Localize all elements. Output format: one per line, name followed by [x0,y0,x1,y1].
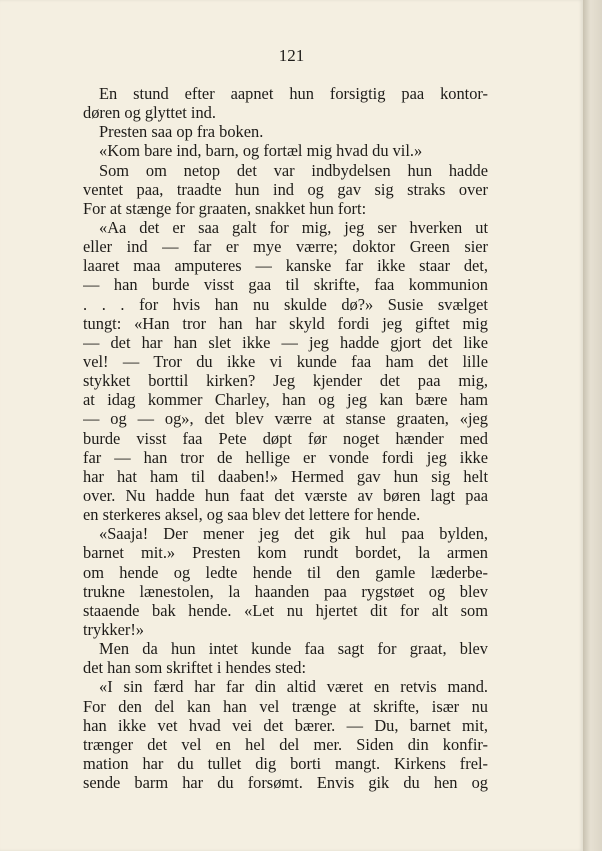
text-line: har hat ham til daaben!» Hermed gav hun sig helt [83,466,488,486]
text-line: ventet paa, traadte hun ind og gav sig straks over [83,179,488,199]
text-line: at idag kommer Charley, han og jeg kan bære ham [83,390,488,410]
page-edge [583,0,602,851]
text-line: burde visst faa Pete døpt før noget hænder med [83,428,488,448]
text-line: trænger det vel en hel del mer. Siden din konfir- [83,734,488,754]
text-line: far — han tror de hellige er vonde fordi jeg ikke [83,447,488,467]
body-text [83,84,488,792]
text-line: staaende bak hende. «Let nu hjertet dit for alt som [83,600,488,620]
text-line: — det har han slet ikke — jeg hadde gjort det like [83,332,488,352]
text-line: For den del kan han vel trænge at skrifte, især nu [83,696,488,716]
text-line: mation har du tullet dig borti mangt. Kirkens frel- [83,753,488,773]
text-line: «I sin færd har far din altid været en retvis mand. [99,677,488,697]
page-number: 121 [278,46,305,65]
text-line: tungt: «Han tror han har skyld fordi jeg giftet mig [83,313,488,333]
text-line: For at stænge for graaten, snakket hun fort: [83,198,367,218]
text-line: trykker!» [83,619,144,639]
text-line: trukne lænestolen, la haanden paa rygstøet og blev [83,581,488,601]
text-line: — og — og», det blev værre at stanse graaten, «jeg [83,409,488,429]
text-line: En stund efter aapnet hun forsigtig paa kontor- [99,84,488,103]
text-line: «Kom bare ind, barn, og fortæl mig hvad du vil.» [99,141,423,161]
text-line: Som om netop det var indbydelsen hun hadde [99,160,488,180]
text-line: stykket borttil kirken? Jeg kjender det paa mig, [83,371,488,391]
text-line: laaret maa amputeres — kanske far ikke staar det, [83,256,488,276]
text-line: døren og glyttet ind. [83,103,216,123]
text-line: «Saaja! Der mener jeg det gik hul paa bylden, [99,524,488,544]
text-line: — han burde visst gaa til skrifte, faa kommunion [83,275,488,295]
text-line: om hende og ledte hende til den gamle læderbe- [83,562,488,582]
text-line: det han som skriftet i hendes sted: [83,658,307,678]
text-line: . . . for hvis han nu skulde dø?» Susie svælget [83,294,488,314]
text-line: Men da hun intet kunde faa sagt for graat, blev [99,639,488,659]
text-line: «Aa det er saa galt for mig, jeg ser hverken ut [99,217,488,237]
text-line: sende barm har du forsømt. Envis gik du hen og [83,773,488,793]
text-line: over. Nu hadde hun faat det værste av børen lagt paa [83,485,488,505]
text-line: vel! — Tror du ikke vi kunde faa ham det lille [83,351,488,371]
text-line: en sterkeres aksel, og saa blev det lettere for hende. [83,505,421,525]
text-line: han ikke vet hvad vei det bærer. — Du, barnet mit, [83,715,488,735]
text-line: barnet mit.» Presten kom rundt bordet, la armen [83,543,488,563]
text-line: Presten saa op fra boken. [99,122,264,142]
text-line: eller ind — far er mye værre; doktor Green sier [83,237,488,257]
